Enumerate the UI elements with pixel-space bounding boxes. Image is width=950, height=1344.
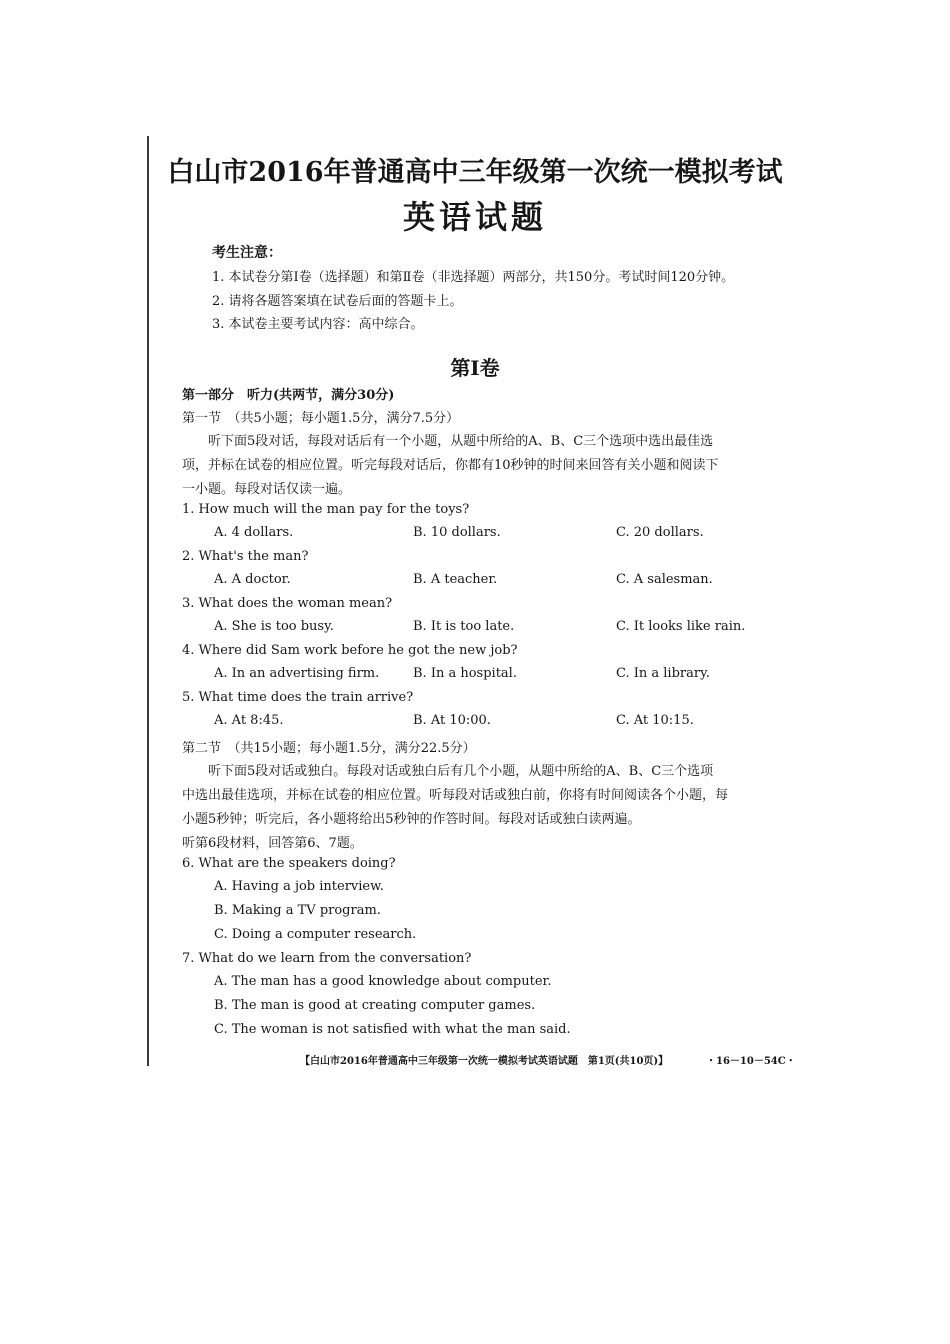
q7-option-c: C. The woman is not satisfied with what the man said. bbox=[214, 1022, 571, 1037]
section2-instructions: 听下面5段对话或独白。每段对话或独白后有几个小题，从题中所给的A、B、C三个选项 bbox=[182, 764, 714, 779]
q4-option-c: C. In a library. bbox=[616, 666, 710, 681]
question-1: 1. How much will the man pay for the toys? bbox=[182, 502, 470, 517]
question-6: 6. What are the speakers doing? bbox=[182, 856, 396, 871]
footer-label: 【白山市2016年普通高中三年级第一次统一模拟考试英语试题 第1页(共10页)】 bbox=[300, 1056, 669, 1067]
q4-option-b: B. In a hospital. bbox=[413, 666, 517, 681]
question-2: 2. What's the man? bbox=[182, 549, 309, 564]
q5-option-b: B. At 10:00. bbox=[413, 713, 491, 728]
q5-option-c: C. At 10:15. bbox=[616, 713, 694, 728]
footer-code: ・16－10－54C・ bbox=[706, 1056, 796, 1067]
section1-instructions: 项，并标在试卷的相应位置。听完每段对话后，你都有10秒钟的时间来回答有关小题和阅读下 bbox=[182, 458, 719, 473]
question-3: 3. What does the woman mean? bbox=[182, 596, 393, 611]
q7-option-b: B. The man is good at creating computer games. bbox=[214, 998, 536, 1013]
q3-option-a: A. She is too busy. bbox=[214, 619, 334, 634]
q5-option-a: A. At 8:45. bbox=[214, 713, 284, 728]
q1-option-b: B. 10 dollars. bbox=[413, 525, 501, 540]
q4-option-a: A. In an advertising firm. bbox=[214, 666, 380, 681]
question-4: 4. Where did Sam work before he got the new job? bbox=[182, 643, 518, 658]
q6-option-c: C. Doing a computer research. bbox=[214, 927, 417, 942]
q2-option-a: A. A doctor. bbox=[214, 572, 291, 587]
subject-title: 英语试题 bbox=[402, 198, 547, 236]
q6-option-b: B. Making a TV program. bbox=[214, 903, 381, 918]
section1-instructions: 一小题。每段对话仅读一遍。 bbox=[182, 482, 352, 497]
q7-option-a: A. The man has a good knowledge about computer. bbox=[214, 974, 552, 989]
notice-heading: 考生注意： bbox=[212, 245, 282, 261]
q1-option-a: A. 4 dollars. bbox=[214, 525, 294, 540]
binding-margin-line bbox=[147, 136, 149, 1066]
volume-heading: 第Ⅰ卷 bbox=[450, 356, 500, 380]
question-5: 5. What time does the train arrive? bbox=[182, 690, 414, 705]
section2-heading: 第二节 （共15小题；每小题1.5分，满分22.5分） bbox=[182, 741, 476, 756]
q1-option-c: C. 20 dollars. bbox=[616, 525, 704, 540]
q3-option-c: C. It looks like rain. bbox=[616, 619, 746, 634]
notice-item: 3. 本试卷主要考试内容：高中综合。 bbox=[212, 317, 424, 332]
section1-heading: 第一节 （共5小题；每小题1.5分，满分7.5分） bbox=[182, 411, 460, 426]
notice-item: 2. 请将各题答案填在试卷后面的答题卡上。 bbox=[212, 294, 463, 309]
q2-option-c: C. A salesman. bbox=[616, 572, 713, 587]
material-intro: 听第6段材料，回答第6、7题。 bbox=[182, 836, 363, 851]
section2-instructions: 小题5秒钟；听完后，各小题将给出5秒钟的作答时间。每段对话或独白读两遍。 bbox=[182, 812, 641, 827]
notice-item: 1. 本试卷分第Ⅰ卷（选择题）和第Ⅱ卷（非选择题）两部分，共150分。考试时间120分钟。 bbox=[212, 270, 735, 285]
question-7: 7. What do we learn from the conversation? bbox=[182, 951, 472, 966]
section2-instructions: 中选出最佳选项，并标在试卷的相应位置。听每段对话或独白前，你将有时间阅读各个小题，每 bbox=[182, 788, 729, 803]
q2-option-b: B. A teacher. bbox=[413, 572, 498, 587]
exam-title: 白山市2016年普通高中三年级第一次统一模拟考试 bbox=[167, 157, 783, 188]
q3-option-b: B. It is too late. bbox=[413, 619, 515, 634]
section1-instructions: 听下面5段对话，每段对话后有一个小题，从题中所给的A、B、C三个选项中选出最佳选 bbox=[182, 434, 714, 449]
q6-option-a: A. Having a job interview. bbox=[214, 879, 384, 894]
part1-heading: 第一部分 听力(共两节，满分30分) bbox=[182, 388, 395, 403]
